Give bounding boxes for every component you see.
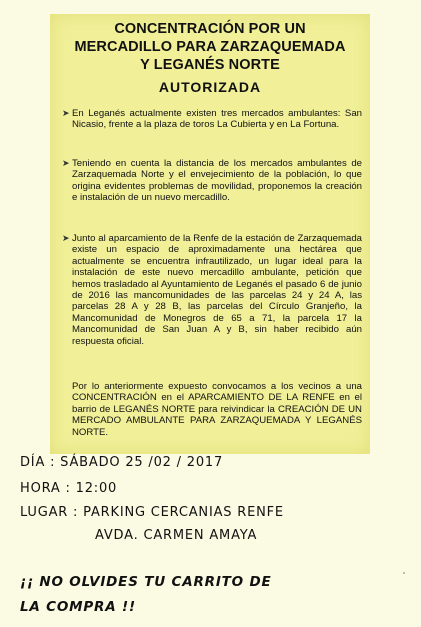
bullet-item (62, 108, 362, 131)
arrow-right-icon: ➤ (62, 108, 70, 118)
closing-paragraph: Por lo anteriormente expuesto convocamos a los vecinos a una CONCENTRACIÓN en el APARCAMIENTO DE LA RENFE en el barrio de LEGANÉS NORTE para reivindicar la CREACIÓN DE UN MERCADO AMBULANTE PARA ZARZAQUEMADA Y LEGANÉS NORTE. (72, 381, 362, 438)
event-hour: HORA : 12:00 (20, 481, 118, 496)
title-line: Y LEGANÉS NORTE (140, 57, 280, 73)
arrow-right-icon: ➤ (62, 233, 70, 243)
arrow-right-icon: ➤ (62, 158, 70, 168)
reminder-line: ¡¡ NO OLVIDES TU CARRITO DE (20, 574, 272, 590)
title-line: CONCENTRACIÓN POR UN (114, 21, 306, 37)
flyer-title (50, 20, 370, 74)
event-street: AVDA. CARMEN AMAYA (95, 528, 258, 543)
title-line: MERCADILLO PARA ZARZAQUEMADA (74, 39, 346, 55)
event-place: LUGAR : PARKING CERCANIAS RENFE (20, 505, 284, 520)
bullet-text: En Leganés actualmente existen tres mercados ambulantes: San Nicasio, frente a la plaza de toros La Cubierta y en La Fortuna. (72, 108, 362, 131)
bullet-item (62, 158, 362, 204)
event-day: DÍA : SÁBADO 25 /02 / 2017 (20, 455, 224, 470)
flyer-subtitle: AUTORIZADA (158, 79, 262, 95)
bullet-text: Teniendo en cuenta la distancia de los mercados ambulantes de Zarzaquemada Norte y el envejecimiento de la población, lo que origina evidentes problemas de movilidad, proponemos la creación e instalación de un nuevo mercadillo. (72, 158, 362, 204)
bullet-item (62, 233, 362, 347)
reminder-line: LA COMPRA !! (20, 599, 136, 615)
speck (403, 572, 405, 574)
bullet-text: Junto al aparcamiento de la Renfe de la estación de Zarzaquemada existe un espacio de aproximadamente una hectárea que actualmente se encuentra infrautilizado, un lugar ideal para la instalación de este nuevo mercadillo ambulante, petición que hemos trasladado al Ayuntamiento de Leganés el pasado 6 de junio de 2016 las mancomunidades de las parcelas 24 y 24 A, las parcelas 28 A y 28 B, las parcelas del Círculo Granjeño, la Mancomunidad de Monegros de 65 a 71, la parcela 17 la Mancomunidad de San Juan A y B, sin haber recibido aún respuesta oficial. (72, 233, 362, 347)
